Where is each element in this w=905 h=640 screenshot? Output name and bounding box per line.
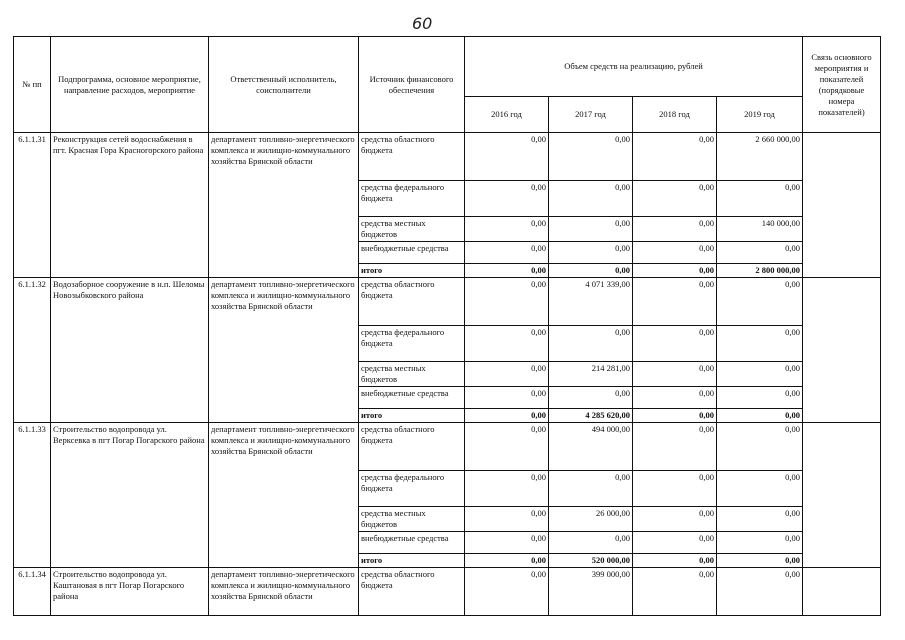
amount-cell: 0,00 (465, 264, 549, 278)
table-row (14, 423, 881, 471)
amount-cell: 0,00 (633, 423, 717, 471)
amount-cell: 0,00 (717, 568, 803, 616)
indicator-link (803, 278, 881, 423)
funding-source: средства областного бюджета (359, 423, 465, 471)
entry-executor: департамент топливно-энергетического комплекса и жилищно-коммунального хозяйства Брянской области (209, 133, 359, 278)
amount-cell: 0,00 (549, 133, 633, 181)
amount-cell: 0,00 (717, 387, 803, 409)
entry-number: 6.1.1.33 (14, 423, 51, 568)
amount-cell: 0,00 (717, 423, 803, 471)
indicator-link (803, 423, 881, 568)
amount-cell: 0,00 (717, 554, 803, 568)
header-volume: Объем средств на реализацию, рублей (465, 37, 803, 97)
amount-cell: 0,00 (549, 532, 633, 554)
entry-name: Строительство водопровода ул. Каштановая в пгт Погар Погарского района (51, 568, 209, 616)
amount-cell: 0,00 (633, 554, 717, 568)
amount-cell: 0,00 (465, 242, 549, 264)
amount-cell: 0,00 (465, 133, 549, 181)
amount-cell: 0,00 (549, 217, 633, 242)
budget-table (13, 36, 881, 616)
amount-cell: 0,00 (633, 181, 717, 217)
amount-cell: 2 800 000,00 (717, 264, 803, 278)
entry-number: 6.1.1.34 (14, 568, 51, 616)
amount-cell: 0,00 (633, 471, 717, 507)
funding-source: внебюджетные средства (359, 242, 465, 264)
amount-cell: 0,00 (633, 362, 717, 387)
amount-cell: 0,00 (549, 326, 633, 362)
funding-source: средства федерального бюджета (359, 471, 465, 507)
table-row (14, 133, 881, 181)
table-row (14, 278, 881, 326)
funding-source: средства областного бюджета (359, 278, 465, 326)
amount-cell: 0,00 (465, 387, 549, 409)
amount-cell: 140 000,00 (717, 217, 803, 242)
funding-source: итого (359, 264, 465, 278)
amount-cell: 0,00 (633, 507, 717, 532)
amount-cell: 0,00 (465, 471, 549, 507)
funding-source: средства федерального бюджета (359, 326, 465, 362)
amount-cell: 0,00 (465, 554, 549, 568)
amount-cell: 0,00 (717, 471, 803, 507)
funding-source: средства федерального бюджета (359, 181, 465, 217)
amount-cell: 0,00 (633, 326, 717, 362)
funding-source: внебюджетные средства (359, 387, 465, 409)
amount-cell: 4 071 339,00 (549, 278, 633, 326)
budget-body (14, 133, 881, 616)
header-subprogram: Подпрограмма, основное мероприятие, направление расходов, мероприятие (51, 37, 209, 133)
amount-cell: 494 000,00 (549, 423, 633, 471)
header-year-2016: 2016 год (465, 97, 549, 133)
amount-cell: 0,00 (549, 264, 633, 278)
amount-cell: 520 000,00 (549, 554, 633, 568)
amount-cell: 0,00 (633, 133, 717, 181)
header-year-2017: 2017 год (549, 97, 633, 133)
amount-cell: 0,00 (549, 242, 633, 264)
amount-cell: 0,00 (633, 278, 717, 326)
header-year-2018: 2018 год (633, 97, 717, 133)
entry-executor: департамент топливно-энергетического комплекса и жилищно-коммунального хозяйства Брянской области (209, 278, 359, 423)
entry-executor: департамент топливно-энергетического комплекса и жилищно-коммунального хозяйства Брянской области (209, 568, 359, 616)
funding-source: средства местных бюджетов (359, 217, 465, 242)
amount-cell: 26 000,00 (549, 507, 633, 532)
header-num: № пп (14, 37, 51, 133)
entry-executor: департамент топливно-энергетического комплекса и жилищно-коммунального хозяйства Брянской области (209, 423, 359, 568)
amount-cell: 0,00 (717, 409, 803, 423)
amount-cell: 399 000,00 (549, 568, 633, 616)
funding-source: средства местных бюджетов (359, 507, 465, 532)
amount-cell: 0,00 (549, 181, 633, 217)
amount-cell: 0,00 (465, 362, 549, 387)
funding-source: итого (359, 409, 465, 423)
amount-cell: 0,00 (633, 242, 717, 264)
funding-source: средства областного бюджета (359, 133, 465, 181)
header-source: Источник финансового обеспечения (359, 37, 465, 133)
amount-cell: 0,00 (465, 217, 549, 242)
amount-cell: 0,00 (465, 181, 549, 217)
amount-cell: 0,00 (633, 532, 717, 554)
amount-cell: 0,00 (633, 264, 717, 278)
amount-cell: 0,00 (465, 423, 549, 471)
amount-cell: 0,00 (717, 532, 803, 554)
funding-source: внебюджетные средства (359, 532, 465, 554)
entry-name: Реконструкция сетей водоснабжения в пгт. Красная Гора Красногорского района (51, 133, 209, 278)
amount-cell: 0,00 (465, 532, 549, 554)
amount-cell: 4 285 620,00 (549, 409, 633, 423)
header-link: Связь основного мероприятия и показателей (порядковые номера показателей) (803, 37, 881, 133)
amount-cell: 0,00 (717, 362, 803, 387)
indicator-link (803, 133, 881, 278)
amount-cell: 0,00 (633, 387, 717, 409)
indicator-link (803, 568, 881, 616)
amount-cell: 0,00 (633, 217, 717, 242)
amount-cell: 0,00 (465, 326, 549, 362)
funding-source: средства местных бюджетов (359, 362, 465, 387)
amount-cell: 0,00 (465, 278, 549, 326)
amount-cell: 0,00 (549, 387, 633, 409)
page-number: 60 (412, 14, 433, 33)
amount-cell: 214 281,00 (549, 362, 633, 387)
amount-cell: 0,00 (465, 409, 549, 423)
amount-cell: 0,00 (549, 471, 633, 507)
amount-cell: 0,00 (633, 568, 717, 616)
amount-cell: 0,00 (717, 507, 803, 532)
header-year-2019: 2019 год (717, 97, 803, 133)
amount-cell: 0,00 (717, 181, 803, 217)
amount-cell: 0,00 (717, 326, 803, 362)
entry-name: Водозаборное сооружение в н.п. Шеломы Новозыбковского района (51, 278, 209, 423)
entry-name: Строительство водопровода ул. Верксевка в пгт Погар Погарского района (51, 423, 209, 568)
entry-number: 6.1.1.31 (14, 133, 51, 278)
amount-cell: 0,00 (465, 568, 549, 616)
entry-number: 6.1.1.32 (14, 278, 51, 423)
amount-cell: 2 660 000,00 (717, 133, 803, 181)
amount-cell: 0,00 (465, 507, 549, 532)
amount-cell: 0,00 (717, 278, 803, 326)
header-executor: Ответственный исполнитель, соисполнители (209, 37, 359, 133)
amount-cell: 0,00 (717, 242, 803, 264)
table-row (14, 568, 881, 616)
funding-source: итого (359, 554, 465, 568)
funding-source: средства областного бюджета (359, 568, 465, 616)
amount-cell: 0,00 (633, 409, 717, 423)
